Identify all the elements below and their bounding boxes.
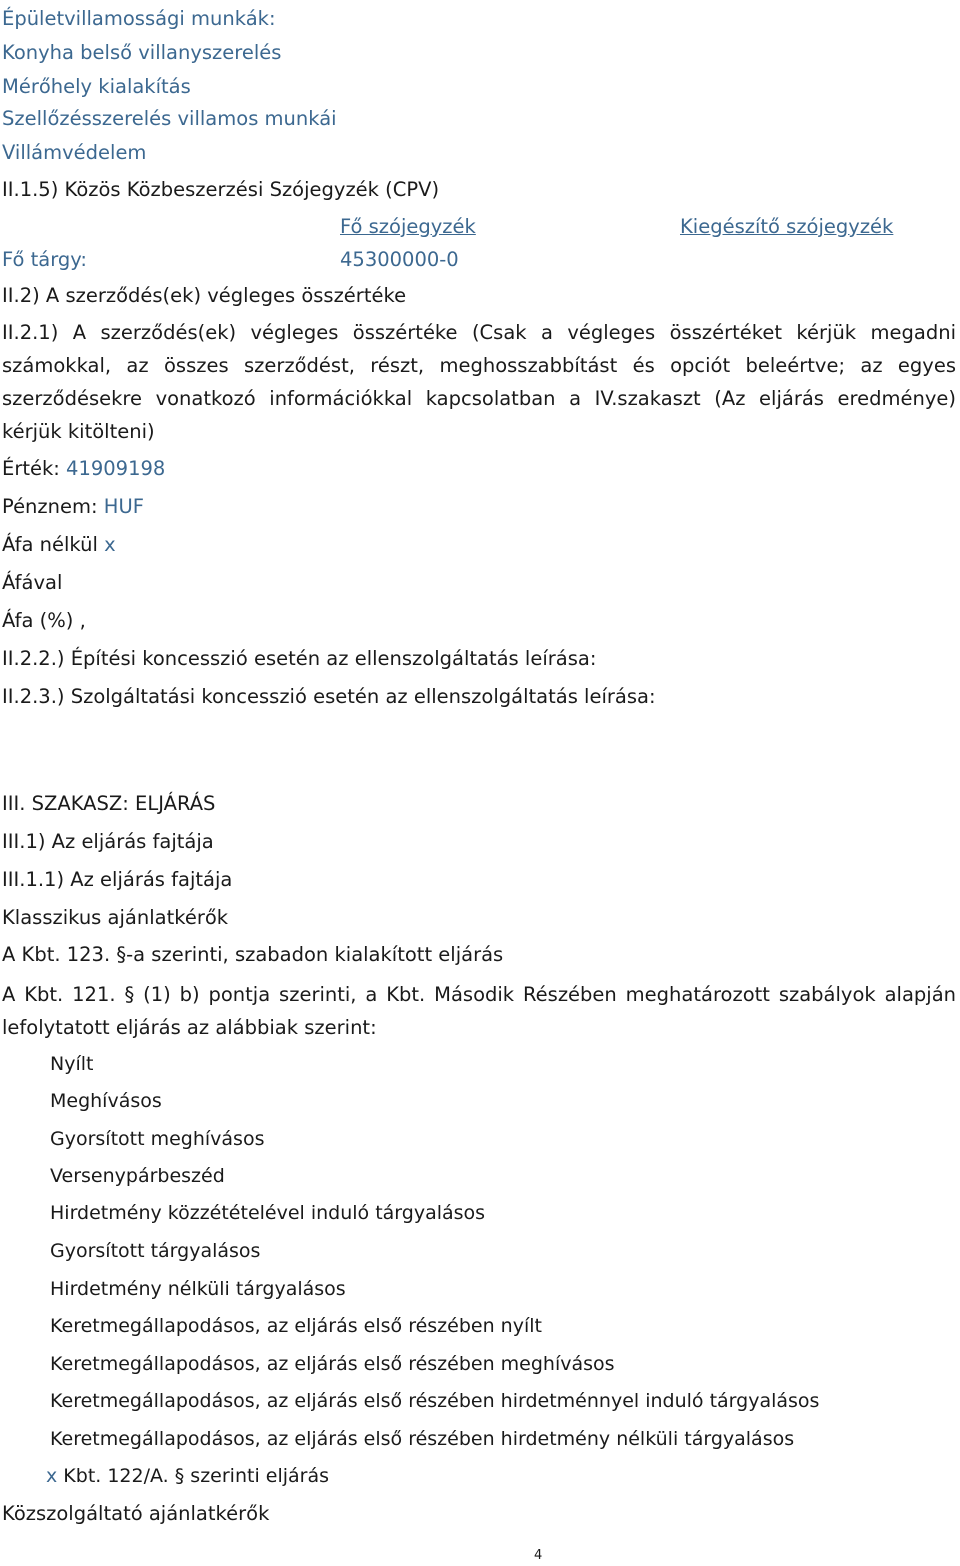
vat-excluded-mark: x xyxy=(104,533,116,556)
procedure-option: Keretmegállapodásos, az eljárás első részében hirdetménnyel induló tárgyalásos xyxy=(50,1390,820,1412)
construction-concession-label: II.2.2.) Építési koncesszió esetén az ellenszolgáltatás leírása: xyxy=(2,647,597,670)
cpv-main-vocabulary-header: Fő szójegyzék xyxy=(340,215,476,238)
utility-contracting-label: Közszolgáltató ajánlatkérők xyxy=(2,1502,270,1525)
procedure-option: Hirdetmény nélküli tárgyalásos xyxy=(50,1278,346,1300)
procedure-option: Versenypárbeszéd xyxy=(50,1165,225,1187)
vat-excluded-row xyxy=(2,532,116,558)
section-2-2-1-paragraph: II.2.1) A szerződés(ek) végleges összértéke (Csak a végleges összértéket kérjük megadni számokkal, az összes szerződést, részt, meghosszabbítást és opciót beleértve; az egyes szerződésekre vonatkozó információkkal kapcsolatban a IV.szakaszt (Az eljárás eredménye) kérjük kitölteni) xyxy=(2,321,956,443)
kbt-121-procedure: A Kbt. 121. § (1) b) pontja szerinti, a Kbt. Második Részében meghatározott szabályok alapján lefolytatott eljárás az alábbiak szerint: xyxy=(2,983,956,1039)
header-line-3: Mérőhely kialakítás xyxy=(2,75,191,98)
section-3-1-heading: III.1) Az eljárás fajtája xyxy=(2,830,214,853)
section-3-title: III. SZAKASZ: ELJÁRÁS xyxy=(2,792,216,815)
page-number: 4 xyxy=(534,1548,543,1563)
procedure-option: Meghívásos xyxy=(50,1090,162,1112)
procedure-option: Hirdetmény közzétételével induló tárgyalásos xyxy=(50,1202,486,1224)
selected-procedure-label: Kbt. 122/A. § szerinti eljárás xyxy=(63,1465,329,1487)
vat-percent-label: Áfa (%) , xyxy=(2,609,86,632)
currency-label: Pénznem: xyxy=(2,495,98,518)
currency-row xyxy=(2,494,144,520)
procedure-option: Gyorsított meghívásos xyxy=(50,1128,265,1150)
procedure-option: Keretmegállapodásos, az eljárás első részében nyílt xyxy=(50,1315,542,1337)
value-label: Érték: xyxy=(2,457,60,480)
procedure-option: Keretmegállapodásos, az eljárás első részében hirdetmény nélküli tárgyalásos xyxy=(50,1428,795,1450)
procedure-option: Keretmegállapodásos, az eljárás első részében meghívásos xyxy=(50,1353,615,1375)
header-line-4: Szellőzésszerelés villamos munkái xyxy=(2,107,337,130)
selected-procedure-row xyxy=(46,1463,329,1489)
header-line-2: Konyha belső villanyszerelés xyxy=(2,41,282,64)
header-line-1: Épületvillamossági munkák: xyxy=(2,7,276,30)
section-3-1-1-heading: III.1.1) Az eljárás fajtája xyxy=(2,868,233,891)
vat-excluded-label: Áfa nélkül xyxy=(2,533,98,556)
selected-procedure-mark: x xyxy=(46,1465,58,1487)
cpv-main-subject-code: 45300000-0 xyxy=(340,248,459,271)
kbt-123-procedure: A Kbt. 123. §-a szerinti, szabadon kialakított eljárás xyxy=(2,943,504,966)
cpv-supplementary-vocabulary-header: Kiegészítő szójegyzék xyxy=(680,215,894,238)
header-line-5: Villámvédelem xyxy=(2,141,147,164)
classic-contracting-label: Klasszikus ajánlatkérők xyxy=(2,906,229,929)
vat-included-label: Áfával xyxy=(2,571,63,594)
currency-value: HUF xyxy=(103,495,144,518)
section-2-2-heading: II.2) A szerződés(ek) végleges összértéke xyxy=(2,284,407,307)
procedure-option: Nyílt xyxy=(50,1053,94,1075)
service-concession-label: II.2.3.) Szolgáltatási koncesszió esetén az ellenszolgáltatás leírása: xyxy=(2,685,656,708)
cpv-heading: II.1.5) Közös Közbeszerzési Szójegyzék (CPV) xyxy=(2,178,440,201)
value-row xyxy=(2,456,165,482)
cpv-main-subject-label: Fő tárgy: xyxy=(2,248,87,271)
value-amount: 41909198 xyxy=(66,457,166,480)
procedure-option: Gyorsított tárgyalásos xyxy=(50,1240,261,1262)
